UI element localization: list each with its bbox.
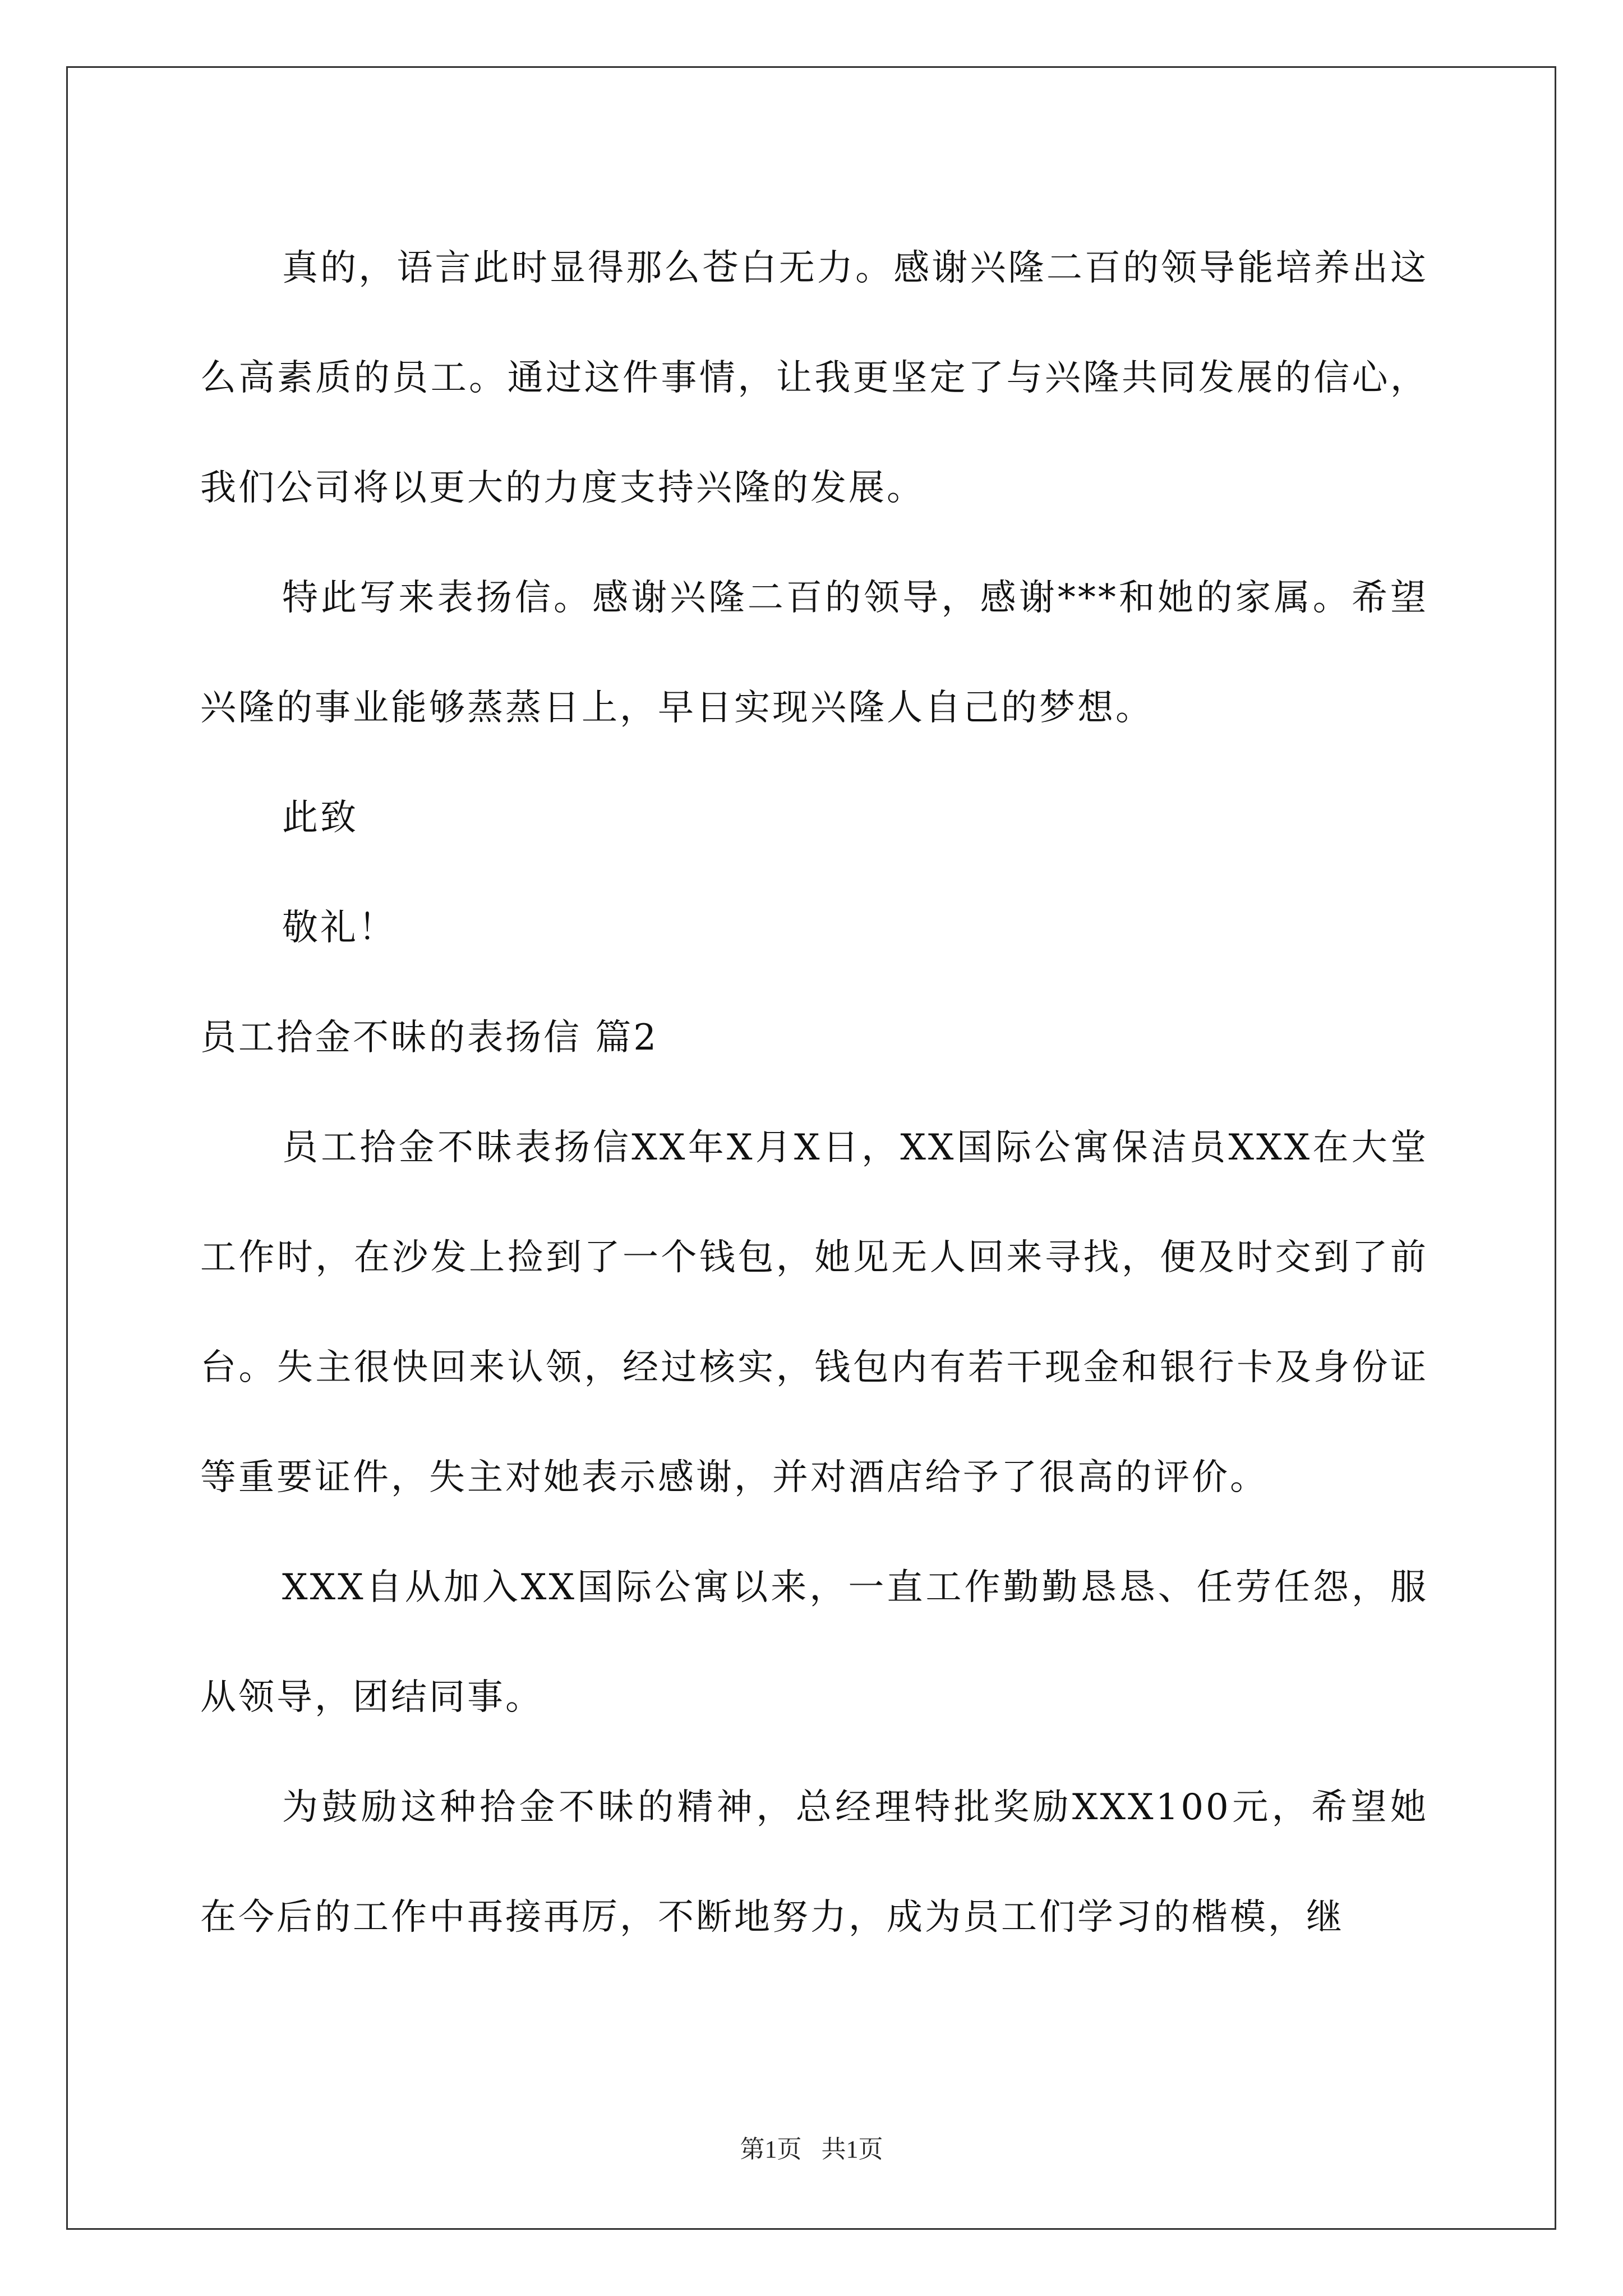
document-body [200,213,1428,1972]
closing-salutation: 此致 [282,797,358,839]
paragraph-1: 真的，语言此时显得那么苍白无力。感谢兴隆二百的领导能培养出这么高素质的员工。通过这件事情，让我更坚定了与兴隆共同发展的信心，我们公司将以更大的力度支持兴隆的发展。 [200,247,1428,509]
page-count: 共1页 [821,2136,883,2163]
paragraph-2: 特此写来表扬信。感谢兴隆二百的领导，感谢***和她的家属。希望兴隆的事业能够蒸蒸日上，早日实现兴隆人自己的梦想。 [200,577,1428,729]
section-title: 员工拾金不昧的表扬信 篇2 [200,1017,659,1059]
paragraph-5: 为鼓励这种拾金不昧的精神，总经理特批奖励XXX100元，希望她在今后的工作中再接再厉，不断地努力，成为员工们学习的楷模，继 [200,1787,1428,1938]
paragraph-3: 员工拾金不昧表扬信XX年X月X日，XX国际公寓保洁员XXX在大堂工作时，在沙发上捡到了一个钱包，她见无人回来寻找，便及时交到了前台。失主很快回来认领，经过核实，钱包内有若干现金和银行卡及身份证等重要证件，失主对她表示感谢，并对酒店给予了很高的评价。 [200,1127,1428,1498]
paragraph-4: XXX自从加入XX国际公寓以来，一直工作勤勤恳恳、任劳任怨，服从领导，团结同事。 [200,1567,1428,1718]
closing-regards: 敬礼！ [282,907,396,949]
page-number: 第1页 [740,2136,802,2163]
page-footer [0,2129,1623,2165]
